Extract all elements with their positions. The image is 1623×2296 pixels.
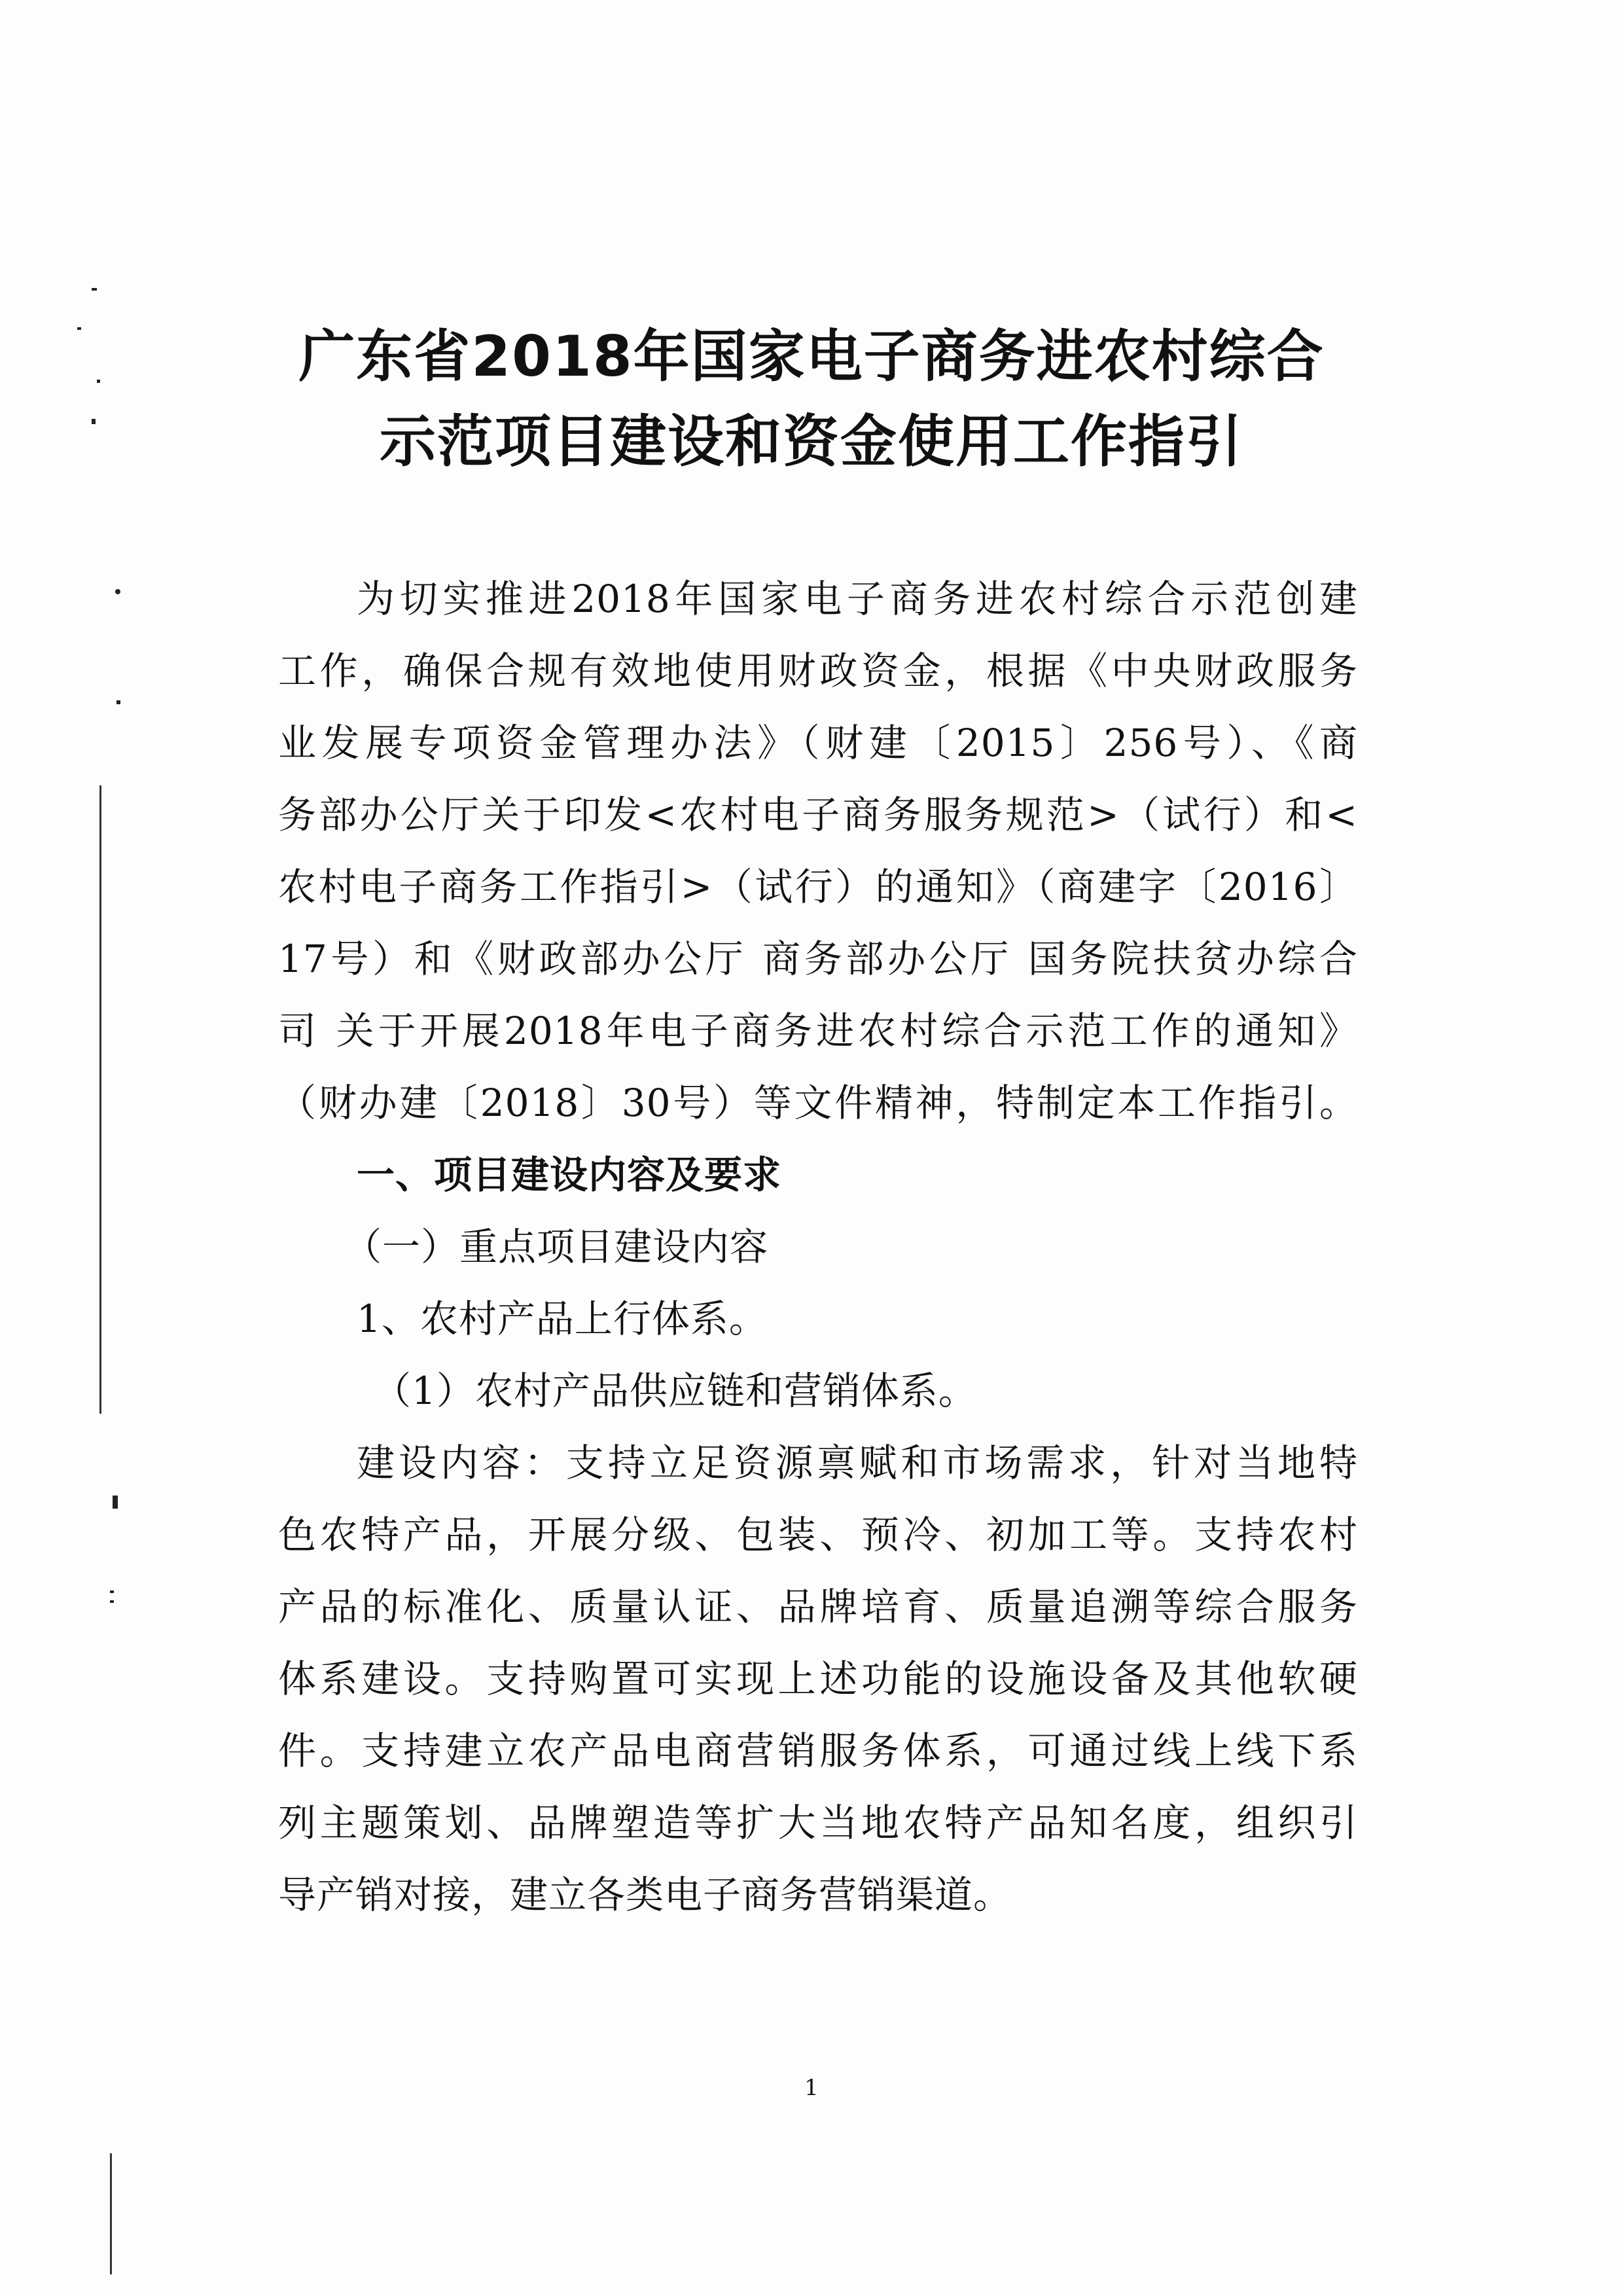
paragraph-2-line-2: 色农特产品，开展分级、包装、预冷、初加工等。支持农村	[278, 1513, 1358, 1557]
paragraph-1-line-7: 司 关于开展2018年电子商务进农村综合示范工作的通知》	[278, 1009, 1358, 1053]
paragraph-1-line-6: 17号）和《财政部办公厅 商务部办公厅 国务院扶贫办综合	[278, 937, 1358, 981]
scan-mark	[116, 700, 120, 704]
paragraph-1-line-4: 务部办公厅关于印发<农村电子商务服务规范>（试行）和<	[278, 793, 1358, 837]
paragraph-1-line-1: 为切实推进2018年国家电子商务进农村综合示范创建	[357, 577, 1358, 621]
scan-mark	[97, 380, 100, 383]
scan-mark	[115, 589, 120, 594]
paragraph-1-line-3: 业发展专项资金管理办法》（财建〔2015〕256号）、《商	[278, 721, 1358, 765]
paragraph-2-line-1: 建设内容：支持立足资源禀赋和市场需求，针对当地特	[357, 1441, 1358, 1485]
scan-margin-line	[110, 2153, 112, 2274]
section-heading-4: （1）农村产品供应链和营销体系。	[373, 1369, 977, 1413]
document-title-line-1: 广东省2018年国家电子商务进农村综合	[298, 324, 1325, 389]
scan-mark	[110, 1590, 114, 1593]
page-number: 1	[804, 2075, 819, 2101]
section-heading-3: 1、农村产品上行体系。	[357, 1297, 768, 1341]
paragraph-1-line-8: （财办建〔2018〕30号）等文件精神，特制定本工作指引。	[278, 1081, 1358, 1125]
scan-mark	[77, 327, 81, 330]
scan-mark	[92, 288, 97, 291]
paragraph-2-line-4: 体系建设。支持购置可实现上述功能的设施设备及其他软硬	[278, 1657, 1358, 1701]
scan-mark	[113, 1496, 118, 1509]
document-title-line-2: 示范项目建设和资金使用工作指引	[380, 409, 1243, 475]
paragraph-1-line-5: 农村电子商务工作指引>（试行）的通知》（商建字〔2016〕	[278, 865, 1358, 909]
section-heading-2: （一）重点项目建设内容	[344, 1225, 769, 1269]
scan-margin-line	[99, 785, 101, 1414]
paragraph-2-line-5: 件。支持建立农产品电商营销服务体系，可通过线上线下系	[278, 1729, 1358, 1773]
paragraph-1-line-2: 工作，确保合规有效地使用财政资金，根据《中央财政服务	[278, 649, 1358, 693]
scan-mark	[110, 1600, 114, 1603]
paragraph-2-line-6: 列主题策划、品牌塑造等扩大当地农特产品知名度，组织引	[278, 1801, 1358, 1845]
paragraph-2-line-3: 产品的标准化、质量认证、品牌培育、质量追溯等综合服务	[278, 1585, 1358, 1629]
section-heading-1: 一、项目建设内容及要求	[357, 1153, 782, 1197]
paragraph-2-line-7: 导产销对接，建立各类电子商务营销渠道。	[278, 1873, 1012, 1917]
scan-mark	[92, 419, 96, 424]
